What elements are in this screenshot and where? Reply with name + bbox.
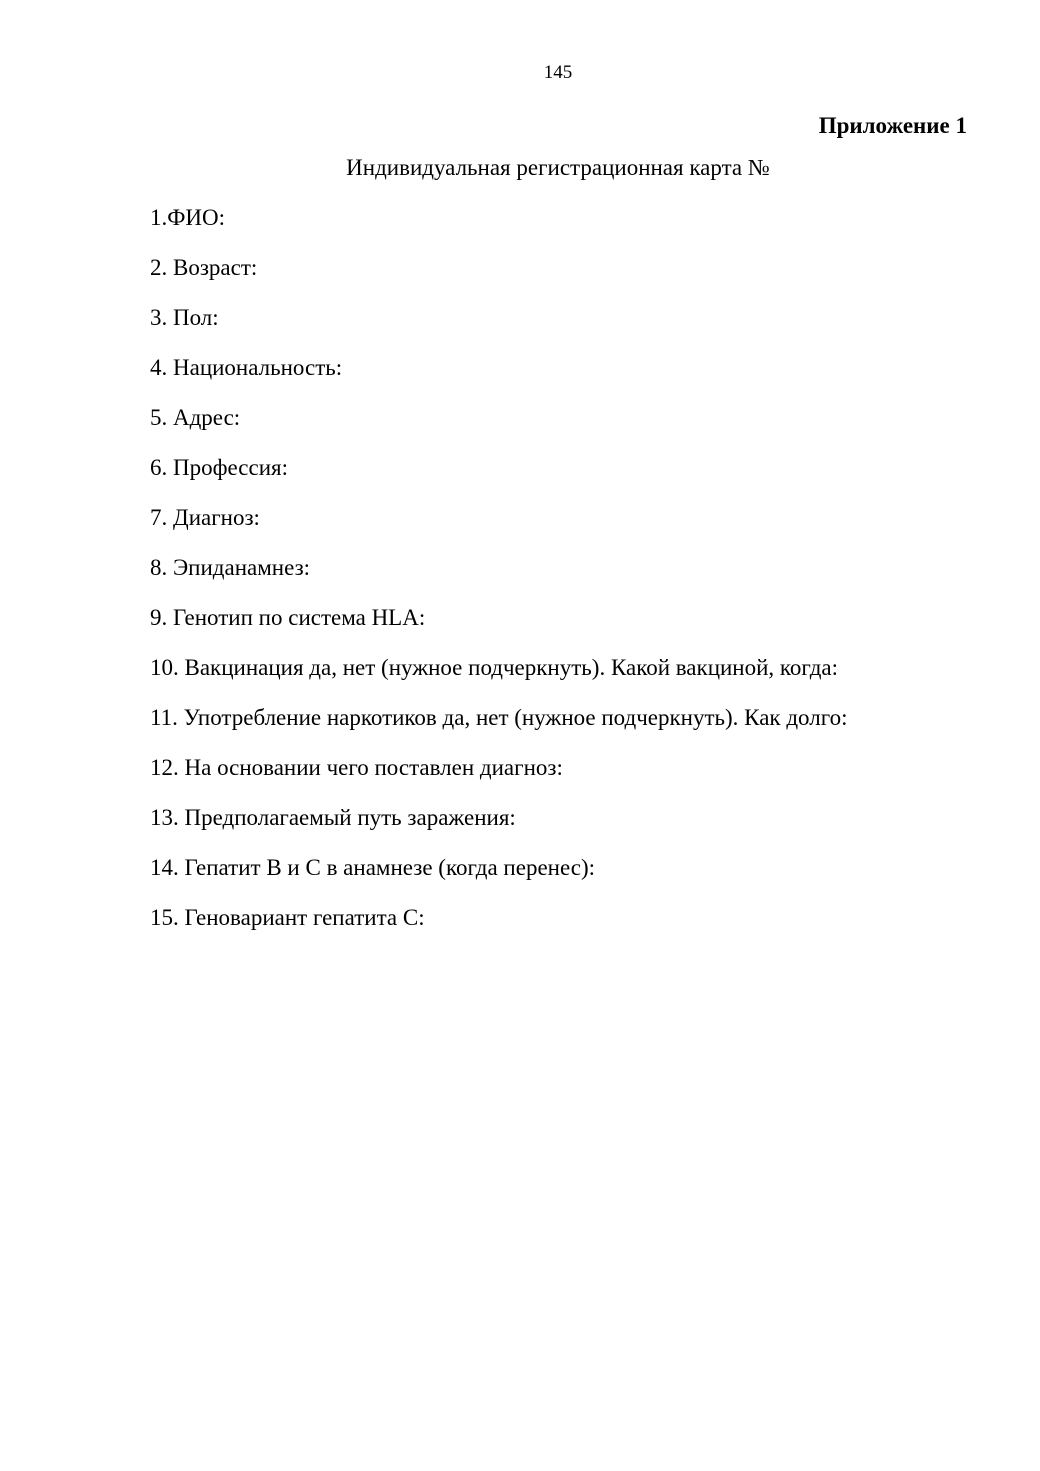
field-hcv-genovariant: 15. Геновариант гепатита С: [150,905,425,930]
field-hla-genotype: 9. Генотип по система HLA: [150,605,426,630]
field-vaccination: 10. Вакцинация да, нет (нужное подчеркнуть). Какой вакциной, когда: [150,655,839,680]
field-epidemiological-history: 8. Эпиданамнез: [150,555,311,580]
field-full-name: 1.ФИО: [150,205,226,230]
card-title: Индивидуальная регистрационная карта № [346,155,770,180]
field-nationality: 4. Национальность: [150,355,343,380]
field-sex: 3. Пол: [150,305,219,330]
form-field-list [150,205,847,955]
page-number: 145 [543,62,573,83]
field-diagnosis: 7. Диагноз: [150,505,260,530]
field-drug-use: 11. Употребление наркотиков да, нет (нужное подчеркнуть). Как долго: [150,705,848,730]
field-hepatitis-history: 14. Гепатит В и С в анамнезе (когда перенес): [150,855,595,880]
field-diagnosis-basis: 12. На основании чего поставлен диагноз: [150,755,563,780]
field-address: 5. Адрес: [150,405,241,430]
field-profession: 6. Профессия: [150,455,288,480]
field-infection-route: 13. Предполагаемый путь заражения: [150,805,516,830]
field-age: 2. Возраст: [150,255,258,280]
appendix-label: Приложение 1 [818,113,967,138]
